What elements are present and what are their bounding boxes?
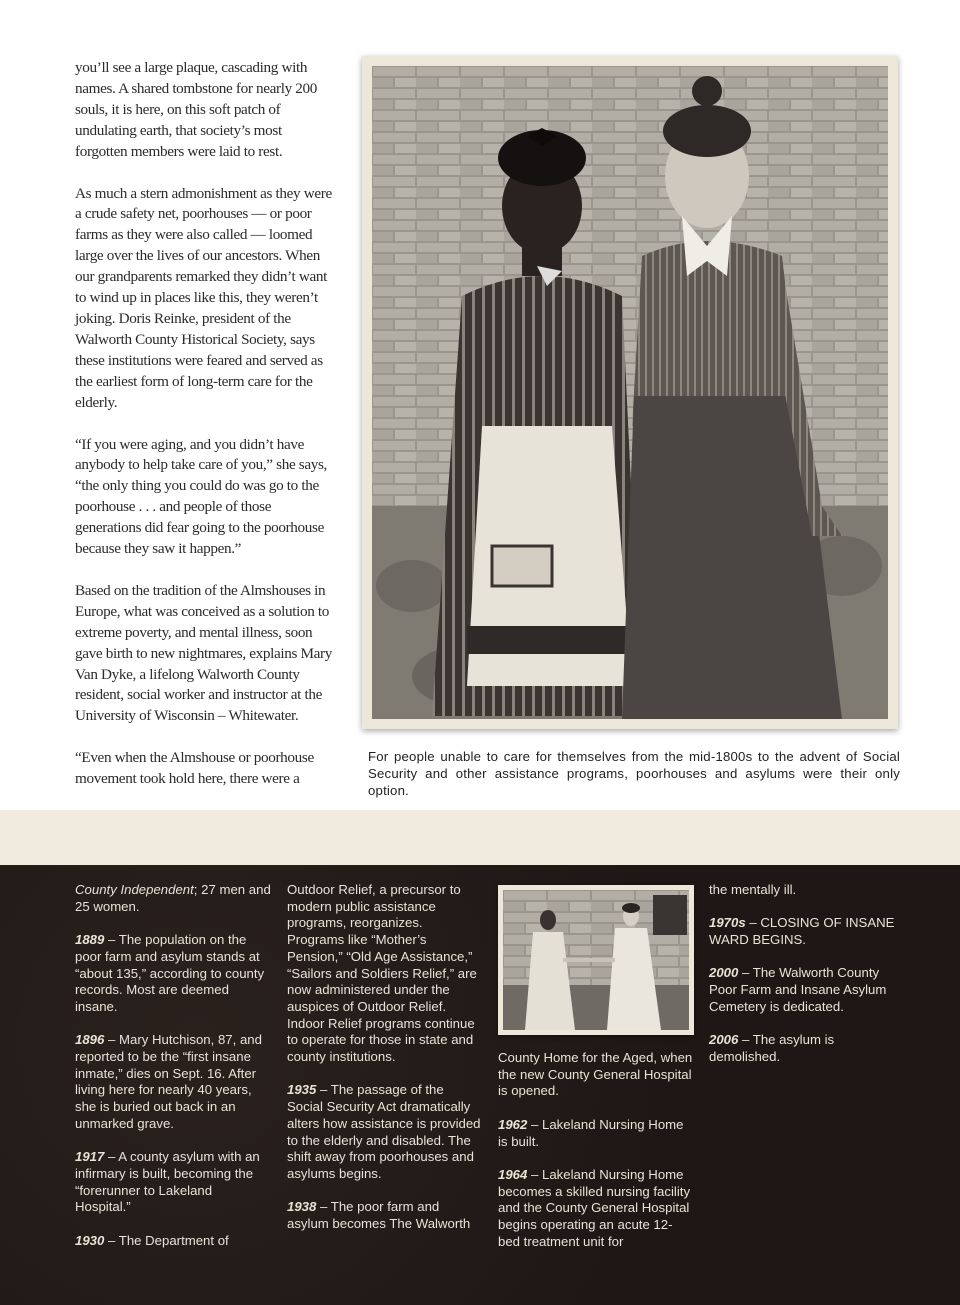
photo-caption: For people unable to care for themselves from the mid-1800s to the advent of Social Security and other assistance programs, poorhouses and asylums were their only option. [368, 749, 900, 798]
timeline-entry [709, 1032, 899, 1065]
article-paragraph: “Even when the Almshouse or poorhouse movement took hold here, there were a [75, 749, 314, 788]
timeline-text: – The asylum is demolished. [709, 1032, 835, 1064]
timeline-text: the mentally ill. [709, 882, 797, 897]
timeline-text: – The passage of the Social Security Act dramatically alters how assistance is provided to the elderly and disabled. The shift away from poorhouses and asylums begins. [287, 1082, 481, 1181]
historic-photo-two-women [362, 56, 898, 729]
timeline-entry [287, 1082, 483, 1182]
timeline-entry [498, 1117, 694, 1150]
timeline-text: County Home for the Aged, when the new County General Hospital is opened. [498, 1050, 693, 1099]
timeline-entry [498, 1050, 694, 1100]
article-paragraph: Based on the tradition of the Almshouses in Europe, what was conceived as a solution to extreme poverty, and mental illness, soon gave birth to new nightmares, explains Mary Van Dyke, a lifelong Walworth County resident, social worker and instructor at the University of Wisconsin – Whitewater. [75, 581, 332, 725]
publication-name: County Independent [75, 882, 194, 897]
timeline-year: 1970s [709, 915, 746, 931]
timeline-year: 1964 [498, 1166, 528, 1182]
timeline-year: 2000 [709, 965, 739, 981]
timeline-text: – The Department of [104, 1232, 229, 1248]
timeline-column-1 [75, 882, 271, 1266]
timeline-text: – A county asylum with an infirmary is built, becoming the “forerunner to Lakeland Hospital.” [75, 1149, 260, 1215]
timeline-text: – The Walworth County Poor Farm and Insane Asylum Cemetery is dedicated. [709, 965, 887, 1014]
timeline-entry [709, 965, 899, 1015]
timeline-year: 1935 [287, 1082, 317, 1098]
timeline-year: 1889 [75, 932, 105, 948]
timeline-entry [75, 1149, 271, 1216]
timeline-text: – Lakeland Nursing Home becomes a skilled nursing facility and the County General Hospital begins operating an acute 12-bed treatment unit for [498, 1166, 691, 1249]
small-photo-illustration [503, 890, 689, 1030]
timeline-entry [75, 1233, 271, 1250]
timeline-entry [75, 932, 271, 1016]
timeline-text: Outdoor Relief, a precursor to modern public assistance programs, reorganizes. Programs like “Mother’s Pension,” “Old Age Assistance,” “Sailors and Soldiers Relief,” are now administered under the auspices of Outdoor Relief. Indoor Relief programs continue to operate for those in state and county institutions. [287, 882, 477, 1065]
timeline-text: – CLOSING OF INSANE WARD BEGINS. [709, 915, 895, 948]
timeline-entry [498, 1167, 694, 1251]
timeline-year: 1930 [75, 1232, 105, 1248]
timeline-year: 1917 [75, 1149, 105, 1165]
timeline-entry [287, 1199, 483, 1232]
timeline-column-3 [498, 1050, 694, 1267]
photo-illustration [372, 66, 888, 719]
article-paragraph: you’ll see a large plaque, cascading with names. A shared tombstone for nearly 200 souls, it is here, on this soft patch of undulating earth, that society’s most forgotten members were laid to rest. [75, 59, 318, 160]
timeline-year: 2006 [709, 1032, 739, 1048]
timeline-text: – The population on the poor farm and asylum stands at “about 135,” according to county records. Most are deemed insane. [75, 932, 265, 1014]
historic-photo-two-women-handshake [498, 885, 694, 1035]
timeline-year: 1896 [75, 1032, 105, 1048]
timeline-entry [709, 882, 899, 899]
timeline-column-4 [709, 882, 899, 1082]
timeline-entry [287, 882, 483, 1066]
timeline-entry [709, 915, 899, 948]
timeline-text: – Lakeland Nursing Home is built. [498, 1116, 684, 1149]
timeline-text: – Mary Hutchison, 87, and reported to be the “first insane inmate,” dies on Sept. 16. After living here for nearly 40 years, she is buried out back in an unmarked grave. [75, 1032, 262, 1131]
timeline-column-2 [287, 882, 483, 1249]
timeline-text: – The poor farm and asylum becomes The Walworth [287, 1199, 471, 1232]
timeline-entry [75, 1032, 271, 1132]
timeline-entry [75, 882, 271, 915]
section-divider-band [0, 810, 960, 865]
article-paragraph: As much a stern admonishment as they were a crude safety net, poorhouses — or poor farms as they were also called — loomed large over the lives of our ancestors. When our grandparents remarked they didn’t want to wind up in places like this, they weren’t joking. Doris Reinke, president of the Walworth County Historical Society, says these institutions were feared and served as the earliest form of long-term care for the elderly. [75, 184, 332, 411]
article-paragraph: “If you were aging, and you didn’t have anybody to help take care of you,” she says, “the only thing you could do was go to the poorhouse . . . and people of those generations did fear going to the poorhouse because they saw it happen.” [75, 435, 327, 558]
timeline-year: 1962 [498, 1116, 528, 1132]
timeline-text: ; 27 men and 25 women. [75, 882, 271, 914]
article-body-column [75, 58, 337, 811]
timeline-year: 1938 [287, 1199, 317, 1215]
